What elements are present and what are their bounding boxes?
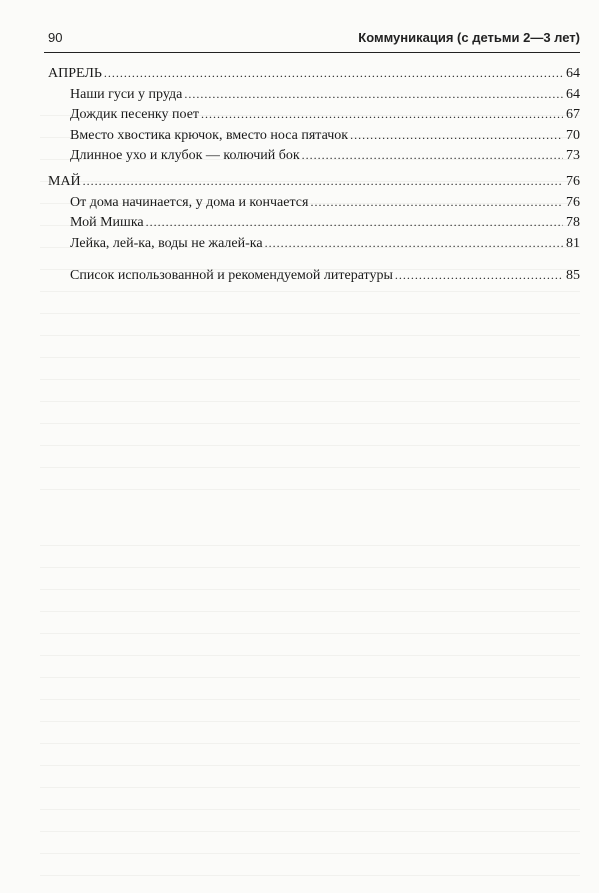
dot-leader [265, 233, 563, 254]
toc-entry-page: 64 [566, 66, 580, 81]
show-through-line [40, 336, 580, 358]
show-through-line [40, 358, 580, 380]
toc-entry-page: 78 [566, 215, 580, 231]
show-through-line [40, 854, 580, 876]
toc-entry-page: 76 [566, 173, 580, 189]
toc-item[interactable] [48, 104, 580, 125]
section-spacer [48, 253, 580, 265]
toc-month-may[interactable] [48, 171, 580, 192]
toc-entry-page: 81 [566, 235, 580, 251]
show-through-line [40, 832, 580, 854]
show-through-line [40, 722, 580, 744]
dot-leader [83, 171, 563, 192]
toc-entry-page: 76 [566, 194, 580, 210]
toc-entry-title: Вместо хвостика крючок, вместо носа пятачок [70, 127, 349, 143]
toc-entry-title: Дождик песенку поет [70, 107, 200, 123]
show-through-line [40, 810, 580, 832]
show-through-line [40, 656, 580, 678]
page-header [44, 26, 580, 53]
dot-leader [104, 63, 563, 84]
table-of-contents [48, 63, 580, 286]
dot-leader [310, 192, 563, 213]
toc-entry-title: Список использованной и рекомендуемой литературы [70, 268, 393, 284]
show-through-line [40, 568, 580, 590]
show-through-line [40, 446, 580, 468]
dot-leader [146, 212, 563, 233]
page-number: 90 [48, 30, 63, 45]
toc-entry-title: АПРЕЛЬ [48, 66, 102, 81]
toc-entry-title: Длинное ухо и клубок — колючий бок [70, 148, 300, 164]
toc-item[interactable] [48, 145, 580, 166]
toc-item[interactable] [48, 192, 580, 213]
toc-entry-page: 85 [566, 268, 580, 284]
toc-entry-page: 67 [566, 107, 580, 123]
toc-item[interactable] [48, 125, 580, 146]
show-through-line [40, 402, 580, 424]
toc-item[interactable] [48, 233, 580, 254]
dot-leader [201, 104, 563, 125]
toc-entry-title: Наши гуси у пруда [70, 86, 183, 102]
show-through-line [40, 612, 580, 634]
show-through-line [40, 468, 580, 490]
toc-item[interactable] [48, 212, 580, 233]
show-through-line [40, 788, 580, 810]
show-through-line [40, 424, 580, 446]
dot-leader [395, 265, 563, 286]
show-through-line [40, 766, 580, 788]
toc-entry-title: МАЙ [48, 173, 81, 189]
toc-entry-title: От дома начинается, у дома и кончается [70, 194, 309, 210]
show-through-line [40, 590, 580, 612]
show-through-line [40, 380, 580, 402]
show-through-heading [40, 490, 580, 524]
show-through-line [40, 678, 580, 700]
dot-leader [302, 145, 563, 166]
dot-leader [350, 125, 563, 146]
dot-leader [184, 84, 563, 105]
toc-entry-page: 70 [566, 127, 580, 143]
toc-literature[interactable] [48, 265, 580, 286]
toc-entry-title: Лейка, лей-ка, воды не жалей-ка [70, 235, 263, 251]
show-through-line [40, 744, 580, 766]
show-through-line [40, 546, 580, 568]
show-through-line [40, 314, 580, 336]
toc-entry-page: 64 [566, 86, 580, 102]
toc-entry-title: Мой Мишка [70, 215, 144, 231]
toc-item[interactable] [48, 84, 580, 105]
toc-entry-page: 73 [566, 148, 580, 164]
show-through-line [40, 524, 580, 546]
show-through-line [40, 292, 580, 314]
show-through-line [40, 634, 580, 656]
toc-month-april[interactable] [48, 63, 580, 84]
show-through-line [40, 700, 580, 722]
running-title: Коммуникация (с детьми 2—3 лет) [358, 30, 580, 45]
